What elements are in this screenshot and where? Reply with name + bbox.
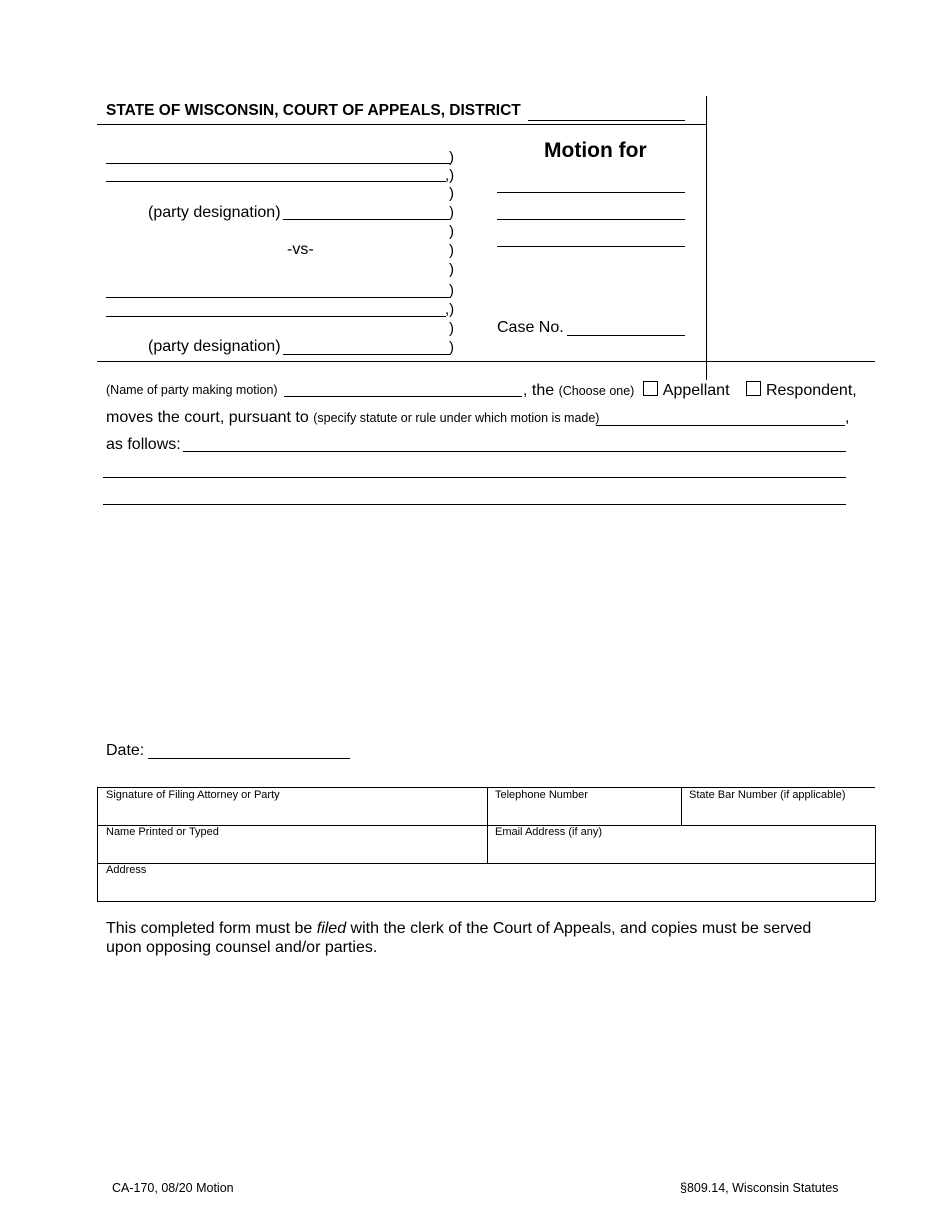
caption-paren: ): [449, 242, 454, 259]
caption-bottom-rule: [97, 361, 875, 362]
date-label: Date:: [106, 742, 145, 759]
party-2-designation-label: (party designation): [148, 338, 281, 355]
motion-line-3[interactable]: [497, 246, 685, 247]
versus-label: -vs-: [287, 241, 314, 258]
party-name-field[interactable]: [284, 396, 522, 397]
specify-statute-label: (specify statute or rule under which motion is made): [313, 411, 600, 425]
as-follows-field-1[interactable]: [183, 451, 846, 452]
email-cell[interactable]: Email Address (if any): [495, 826, 602, 838]
form-id: CA-170, 08/20 Motion: [112, 1181, 234, 1195]
caption-paren: ): [449, 320, 454, 337]
appellant-checkbox[interactable]: [643, 381, 658, 396]
caption-paren: ,): [445, 167, 455, 184]
caption-paren: ): [449, 223, 454, 240]
date-field[interactable]: [148, 758, 350, 759]
table-right-rule: [875, 825, 876, 901]
motion-line-1[interactable]: [497, 192, 685, 193]
table-col-rule-1: [487, 788, 488, 863]
choose-one-label: (Choose one): [558, 384, 635, 398]
appellant-label: Appellant: [662, 382, 730, 399]
table-rule-row2: [98, 863, 487, 864]
party-2-name-line-2[interactable]: [106, 316, 446, 317]
caption-paren: ,): [445, 301, 455, 318]
caption-top-rule: [97, 124, 707, 125]
motion-line-2[interactable]: [497, 219, 685, 220]
table-rule-row2b: [487, 863, 875, 864]
as-follows-label: as follows:: [106, 436, 181, 453]
statute-comma: ,: [845, 409, 850, 426]
caption-paren: ): [449, 339, 454, 356]
notice-filed: filed: [316, 920, 347, 937]
statute-reference: §809.14, Wisconsin Statutes: [680, 1181, 839, 1195]
as-follows-field-3[interactable]: [103, 504, 846, 505]
party-2-name-line-1[interactable]: [106, 297, 450, 298]
name-printed-cell[interactable]: Name Printed or Typed: [106, 826, 219, 838]
filing-notice: [106, 919, 841, 957]
caption-paren: ): [449, 204, 454, 221]
signature-table: [97, 787, 875, 902]
motion-title: Motion for: [544, 139, 647, 162]
notice-part2: with the clerk of the Court of Appeals, and copies must be served upon opposing counsel and/or parties.: [106, 920, 812, 956]
signature-cell[interactable]: Signature of Filing Attorney or Party: [106, 789, 280, 801]
party-1-name-line-1[interactable]: [106, 163, 450, 164]
case-no-field[interactable]: [567, 335, 685, 336]
party-1-designation-field[interactable]: [283, 219, 450, 220]
choose-one-row: [523, 381, 857, 400]
statute-field[interactable]: [596, 425, 845, 426]
caption-paren: ): [449, 185, 454, 202]
party-1-designation-label: (party designation): [148, 204, 281, 221]
party-2-designation-field[interactable]: [283, 354, 450, 355]
moves-label: moves the court, pursuant to: [106, 409, 309, 426]
table-col-rule-2: [681, 788, 682, 825]
caption-paren: ): [449, 282, 454, 299]
district-field[interactable]: [528, 120, 685, 121]
state-bar-cell[interactable]: State Bar Number (if applicable): [689, 789, 846, 801]
respondent-label: Respondent,: [765, 382, 857, 399]
telephone-cell[interactable]: Telephone Number: [495, 789, 588, 801]
caption-vertical-rule: [706, 96, 707, 380]
the-text: , the: [523, 382, 555, 399]
notice-part1: This completed form must be: [106, 920, 317, 937]
respondent-checkbox[interactable]: [746, 381, 761, 396]
moves-text: [106, 409, 599, 427]
caption-paren: ): [449, 261, 454, 278]
case-no-label: Case No.: [497, 319, 564, 336]
address-cell[interactable]: Address: [106, 864, 147, 876]
party-1-name-line-2[interactable]: [106, 181, 446, 182]
as-follows-field-2[interactable]: [103, 477, 846, 478]
name-party-label: (Name of party making motion): [106, 383, 278, 397]
court-title: STATE OF WISCONSIN, COURT OF APPEALS, DISTRICT: [106, 102, 521, 119]
caption-paren: ): [449, 149, 454, 166]
